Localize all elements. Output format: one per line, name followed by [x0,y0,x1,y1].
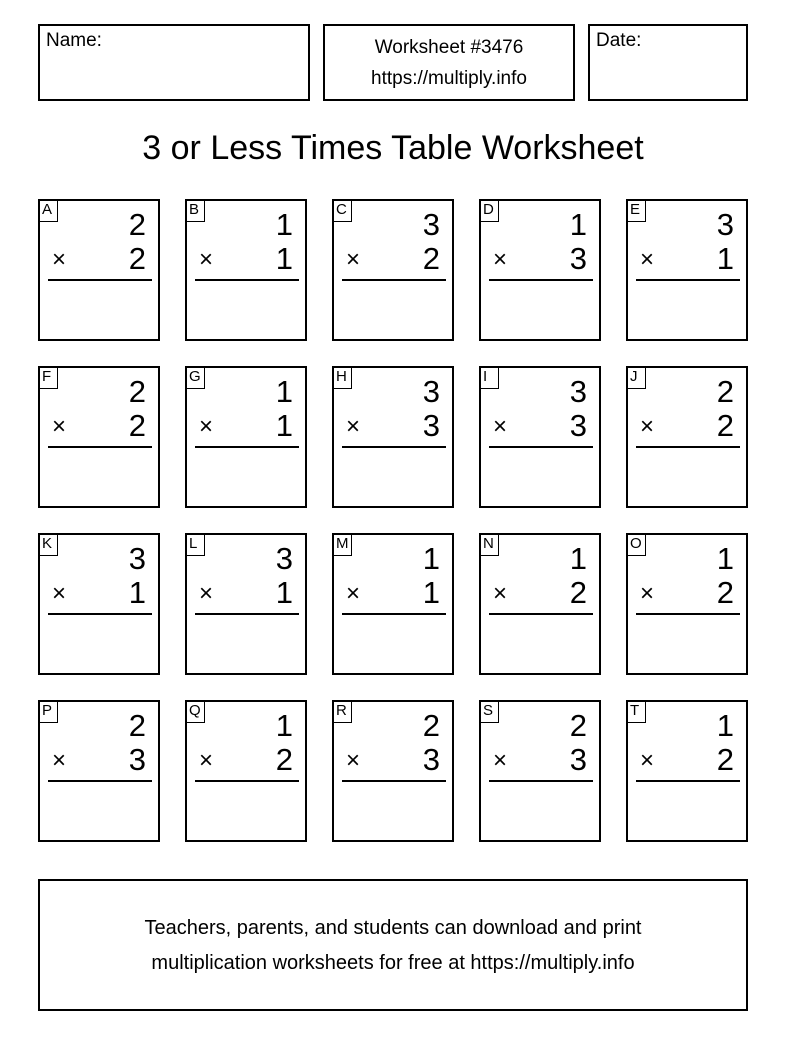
multiplicand: 2 [128,207,146,242]
problem-letter: R [332,700,352,723]
problem-letter: N [479,533,499,556]
problem-letter: G [185,366,205,389]
problem-letter: S [479,700,499,723]
problem-letter: M [332,533,352,556]
times-sign: × [199,747,214,774]
multiplicand: 1 [275,374,293,409]
multiplicand: 1 [716,708,734,743]
multiplier: 1 [422,575,440,610]
problem-letter: J [626,366,646,389]
answer-line [48,446,152,448]
multiplicand: 3 [128,541,146,576]
multiplier: 2 [716,575,734,610]
times-sign: × [346,413,361,440]
multiplicand: 3 [275,541,293,576]
multiplicand: 2 [716,374,734,409]
multiplicand: 1 [275,207,293,242]
multiplier: 1 [275,575,293,610]
times-sign: × [52,747,67,774]
problem-letter: L [185,533,205,556]
problem-card[interactable] [332,700,454,842]
multiplier: 1 [716,241,734,276]
times-sign: × [493,413,508,440]
footer-note [38,879,748,1011]
times-sign: × [640,580,655,607]
multiplier: 2 [569,575,587,610]
footer-line-2: multiplication worksheets for free at https://multiply.info [151,952,635,974]
multiplicand: 1 [275,708,293,743]
problem-card[interactable] [38,700,160,842]
times-sign: × [199,413,214,440]
answer-line [489,780,593,782]
problem-card[interactable] [626,199,748,341]
multiplier: 1 [128,575,146,610]
problem-letter: H [332,366,352,389]
multiplier: 3 [128,742,146,777]
times-sign: × [346,246,361,273]
problem-letter: O [626,533,646,556]
problem-card[interactable] [185,533,307,675]
multiplicand: 2 [569,708,587,743]
problem-letter: A [38,199,58,222]
multiplicand: 2 [422,708,440,743]
multiplier: 3 [569,241,587,276]
times-sign: × [52,580,67,607]
times-sign: × [346,580,361,607]
multiplicand: 3 [422,207,440,242]
answer-line [48,780,152,782]
answer-line [489,613,593,615]
problem-letter: D [479,199,499,222]
date-label: Date: [596,30,642,51]
problem-card[interactable] [332,199,454,341]
multiplier: 2 [128,241,146,276]
multiplicand: 2 [128,374,146,409]
problem-card[interactable] [626,700,748,842]
times-sign: × [493,747,508,774]
problem-card[interactable] [626,366,748,508]
answer-line [489,279,593,281]
problem-card[interactable] [479,366,601,508]
multiplicand: 1 [569,207,587,242]
multiplicand: 1 [716,541,734,576]
multiplicand: 1 [422,541,440,576]
answer-line [195,279,299,281]
multiplicand: 1 [569,541,587,576]
multiplier: 1 [275,241,293,276]
answer-line [342,613,446,615]
site-url: https://multiply.info [371,68,527,89]
answer-line [636,613,740,615]
multiplier: 3 [422,408,440,443]
page-title: 3 or Less Times Table Worksheet [142,129,644,167]
answer-line [636,446,740,448]
answer-line [48,279,152,281]
problem-letter: P [38,700,58,723]
problem-card[interactable] [38,366,160,508]
answer-line [636,279,740,281]
problem-letter: E [626,199,646,222]
multiplicand: 3 [422,374,440,409]
times-sign: × [640,747,655,774]
problem-card[interactable] [479,700,601,842]
problem-card[interactable] [479,199,601,341]
multiplier: 1 [275,408,293,443]
multiplier: 3 [569,408,587,443]
problem-letter: I [479,366,499,389]
answer-line [195,446,299,448]
multiplier: 3 [569,742,587,777]
problem-card[interactable] [185,199,307,341]
multiplier: 2 [275,742,293,777]
problem-card[interactable] [185,700,307,842]
times-sign: × [199,580,214,607]
problem-letter: F [38,366,58,389]
multiplier: 2 [716,742,734,777]
multiplicand: 3 [569,374,587,409]
problem-card[interactable] [626,533,748,675]
problem-card[interactable] [479,533,601,675]
multiplier: 2 [716,408,734,443]
footer-line-1: Teachers, parents, and students can download and print [144,917,642,939]
worksheet-number: Worksheet #3476 [374,37,524,58]
times-sign: × [493,580,508,607]
multiplier: 2 [128,408,146,443]
answer-line [636,780,740,782]
multiplicand: 3 [716,207,734,242]
times-sign: × [52,413,67,440]
problem-card[interactable] [38,199,160,341]
answer-line [195,780,299,782]
times-sign: × [493,246,508,273]
multiplier: 2 [422,241,440,276]
times-sign: × [640,413,655,440]
answer-line [342,446,446,448]
problem-card[interactable] [185,366,307,508]
answer-line [195,613,299,615]
times-sign: × [346,747,361,774]
answer-line [48,613,152,615]
times-sign: × [640,246,655,273]
problem-card[interactable] [332,366,454,508]
problem-letter: B [185,199,205,222]
name-label: Name: [46,30,102,51]
problem-letter: C [332,199,352,222]
multiplier: 3 [422,742,440,777]
problem-card[interactable] [332,533,454,675]
problem-card[interactable] [38,533,160,675]
problem-letter: K [38,533,58,556]
answer-line [489,446,593,448]
problem-letter: Q [185,700,205,723]
times-sign: × [52,246,67,273]
answer-line [342,780,446,782]
times-sign: × [199,246,214,273]
multiplicand: 2 [128,708,146,743]
answer-line [342,279,446,281]
problem-letter: T [626,700,646,723]
